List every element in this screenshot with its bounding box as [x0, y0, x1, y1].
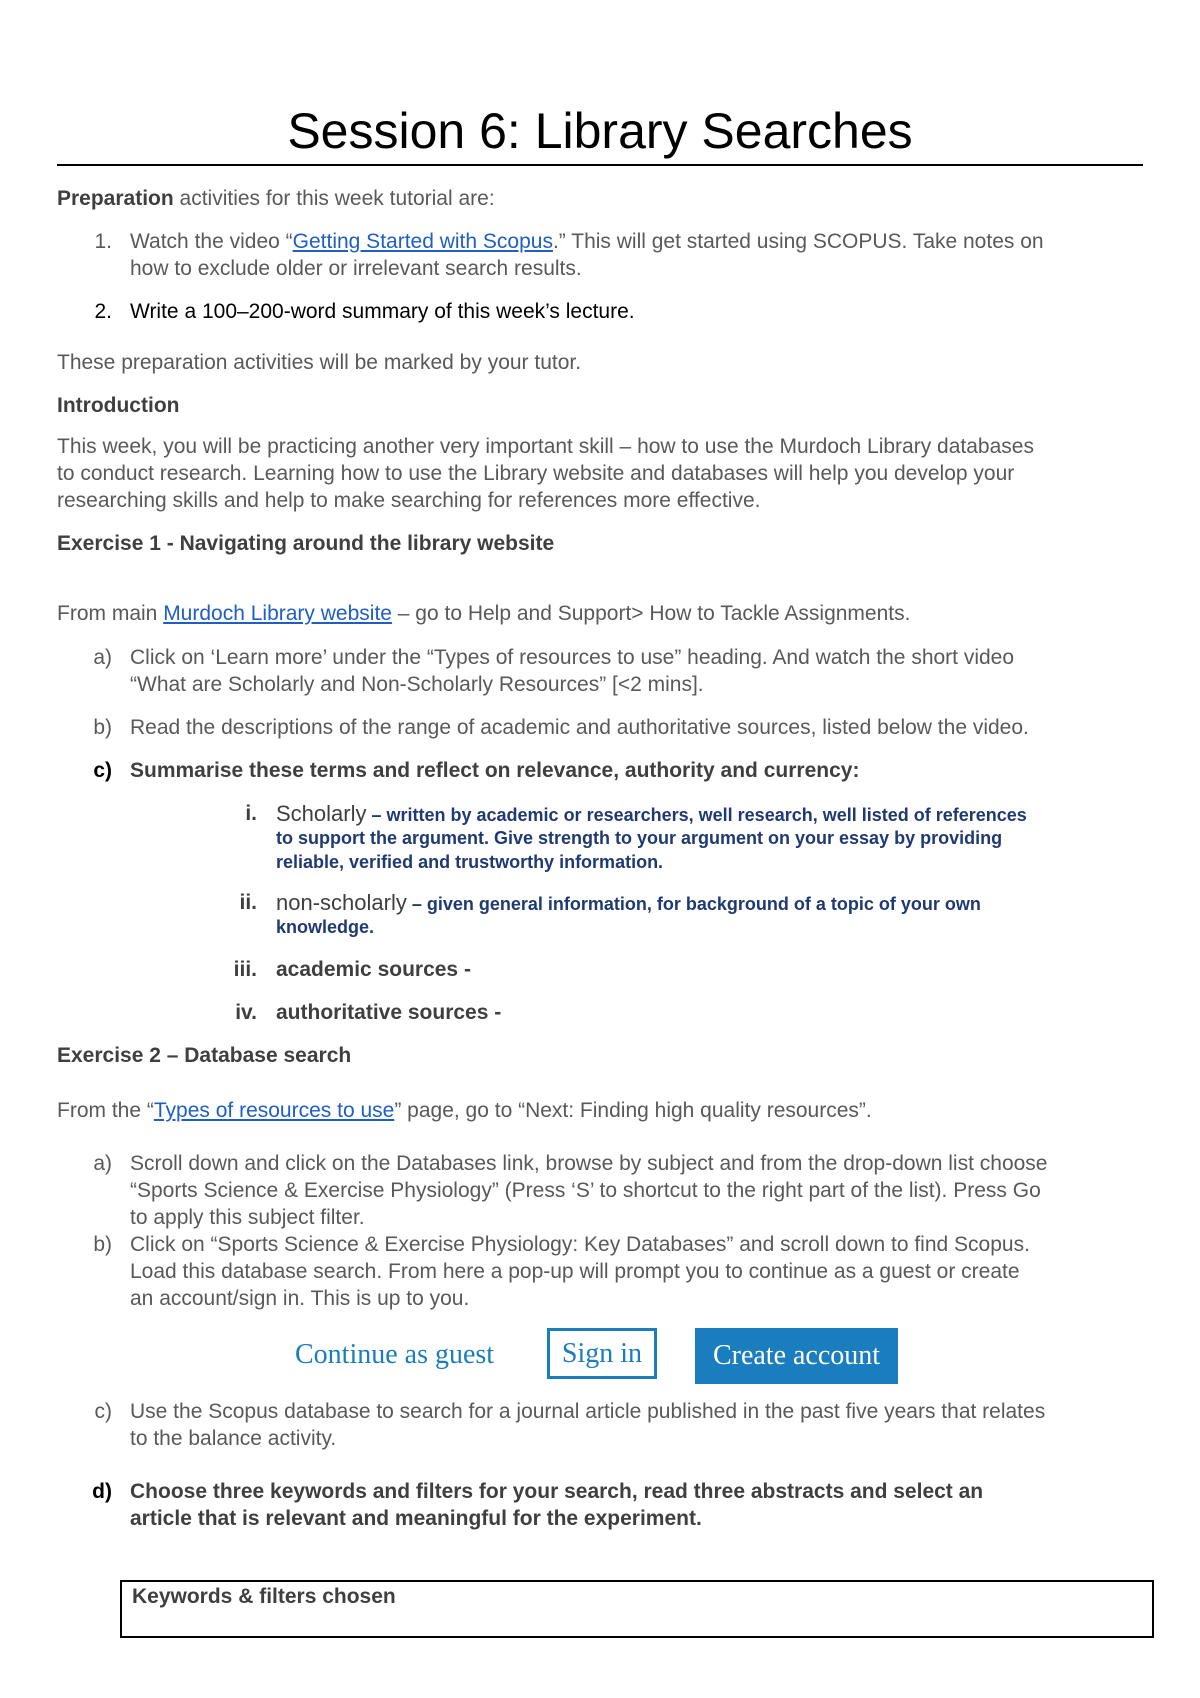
types-of-resources-link[interactable]: Types of resources to use	[153, 1099, 395, 1122]
ex2-c-line-2: to the balance activity.	[130, 1427, 337, 1450]
term-i-answer-2: to support the argument. Give strength to your argument on your essay by providing	[276, 828, 1003, 848]
ex2-d-line-1: Choose three keywords and filters for your search, read three abstracts and select an	[130, 1480, 984, 1503]
exercise-1-heading: Exercise 1 - Navigating around the library website	[57, 532, 555, 555]
term-iii-number: iii.	[233, 958, 257, 981]
prep-marked-note: These preparation activities will be marked by your tutor.	[57, 351, 582, 374]
term-iii-label: academic sources -	[276, 958, 471, 981]
ex1-a-line-2: “What are Scholarly and Non-Scholarly Resources” [<2 mins].	[130, 673, 704, 696]
prep-item-1-number: 1.	[94, 230, 112, 253]
intro-line-3: researching skills and help to make searching for references more effective.	[57, 489, 761, 512]
prep-lead	[57, 185, 495, 212]
page-title: Session 6: Library Searches	[57, 98, 1143, 166]
exercise-1-intro	[57, 600, 910, 627]
keywords-table-label: Keywords & filters chosen	[132, 1585, 396, 1608]
term-i-answer-3: reliable, verified and trustworthy information.	[276, 852, 664, 872]
ex2-b-line-2: Load this database search. From here a pop-up will prompt you to continue as a guest or create	[130, 1260, 1020, 1283]
ex2-a-marker: a)	[93, 1152, 112, 1175]
term-i-answer-1: written by academic or researchers, well research, well listed of references	[386, 805, 1027, 825]
prep-item-1-pre: Watch the video “	[130, 230, 293, 253]
prep-item-1-post: .” This will get started using SCOPUS. Take notes on	[552, 230, 1044, 253]
sign-in-button[interactable]: Sign in	[547, 1328, 657, 1379]
ex2-a-line-2: “Sports Science & Exercise Physiology” (Press ‘S’ to shortcut to the right part of the list). Press Go	[130, 1179, 1041, 1202]
continue-as-guest-button[interactable]: Continue as guest	[295, 1339, 495, 1370]
exercise-2-heading: Exercise 2 – Database search	[57, 1044, 352, 1067]
term-ii-number: ii.	[239, 891, 257, 914]
ex2-b-marker: b)	[93, 1233, 112, 1256]
term-ii-answer-1: given general information, for background of a topic of your own	[426, 894, 981, 914]
prep-item-1	[130, 228, 1044, 255]
ex1-a-marker: a)	[93, 646, 112, 669]
murdoch-library-link[interactable]: Murdoch Library website	[163, 602, 392, 625]
ex1-from-post: – go to Help and Support> How to Tackle Assignments.	[391, 602, 911, 625]
term-i-number: i.	[245, 802, 257, 825]
term-iv-label: authoritative sources -	[276, 1001, 502, 1024]
term-ii-answer-2: knowledge.	[276, 917, 375, 937]
intro-heading: Introduction	[57, 394, 180, 417]
ex2-from-pre: From the “	[57, 1099, 154, 1122]
ex1-a-line-1: Click on ‘Learn more’ under the “Types of resources to use” heading. And watch the short video	[130, 646, 1015, 669]
term-i-dash: –	[366, 805, 387, 825]
scopus-video-link[interactable]: Getting Started with Scopus	[292, 230, 553, 253]
ex2-a-line-3: to apply this subject filter.	[130, 1206, 365, 1229]
exercise-2-intro	[57, 1097, 872, 1124]
ex2-d-line-2: article that is relevant and meaningful for the experiment.	[130, 1507, 702, 1530]
ex1-from-pre: From main	[57, 602, 164, 625]
ex2-b-line-1: Click on “Sports Science & Exercise Physiology: Key Databases” and scroll down to find Scopus.	[130, 1233, 1030, 1256]
term-ii-dash: –	[406, 894, 427, 914]
prep-item-2-number: 2.	[94, 300, 112, 323]
term-ii-label: non-scholarly	[276, 890, 407, 915]
intro-line-2: to conduct research. Learning how to use the Library website and databases will help you develop your	[57, 462, 1015, 485]
term-iv-number: iv.	[235, 1001, 257, 1024]
ex1-c-text: Summarise these terms and reflect on relevance, authority and currency:	[130, 759, 860, 782]
create-account-button[interactable]: Create account	[695, 1328, 898, 1384]
ex2-a-line-1: Scroll down and click on the Databases link, browse by subject and from the drop-down list choose	[130, 1152, 1048, 1175]
ex2-c-marker: c)	[94, 1400, 112, 1423]
ex2-b-line-3: an account/sign in. This is up to you.	[130, 1287, 470, 1310]
term-i-label: Scholarly	[276, 801, 367, 826]
prep-lead-bold: Preparation	[57, 187, 174, 210]
ex1-c-marker: c)	[93, 759, 112, 782]
term-ii-line-1	[276, 889, 981, 918]
ex1-b-marker: b)	[93, 716, 112, 739]
term-i-line-1	[276, 800, 1027, 829]
keywords-table[interactable]	[120, 1580, 1154, 1638]
ex2-d-marker: d)	[92, 1480, 112, 1503]
ex2-from-post: ” page, go to “Next: Finding high quality resources”.	[394, 1099, 872, 1122]
prep-item-2: Write a 100–200-word summary of this week’s lecture.	[130, 300, 635, 323]
ex2-c-line-1: Use the Scopus database to search for a journal article published in the past five years that relates	[130, 1400, 1046, 1423]
intro-line-1: This week, you will be practicing another very important skill – how to use the Murdoch Library databases	[57, 435, 1034, 458]
prep-item-1-line2: how to exclude older or irrelevant search results.	[130, 257, 582, 280]
ex1-b-text: Read the descriptions of the range of academic and authoritative sources, listed below the video.	[130, 716, 1029, 739]
prep-lead-rest: activities for this week tutorial are:	[173, 187, 495, 210]
